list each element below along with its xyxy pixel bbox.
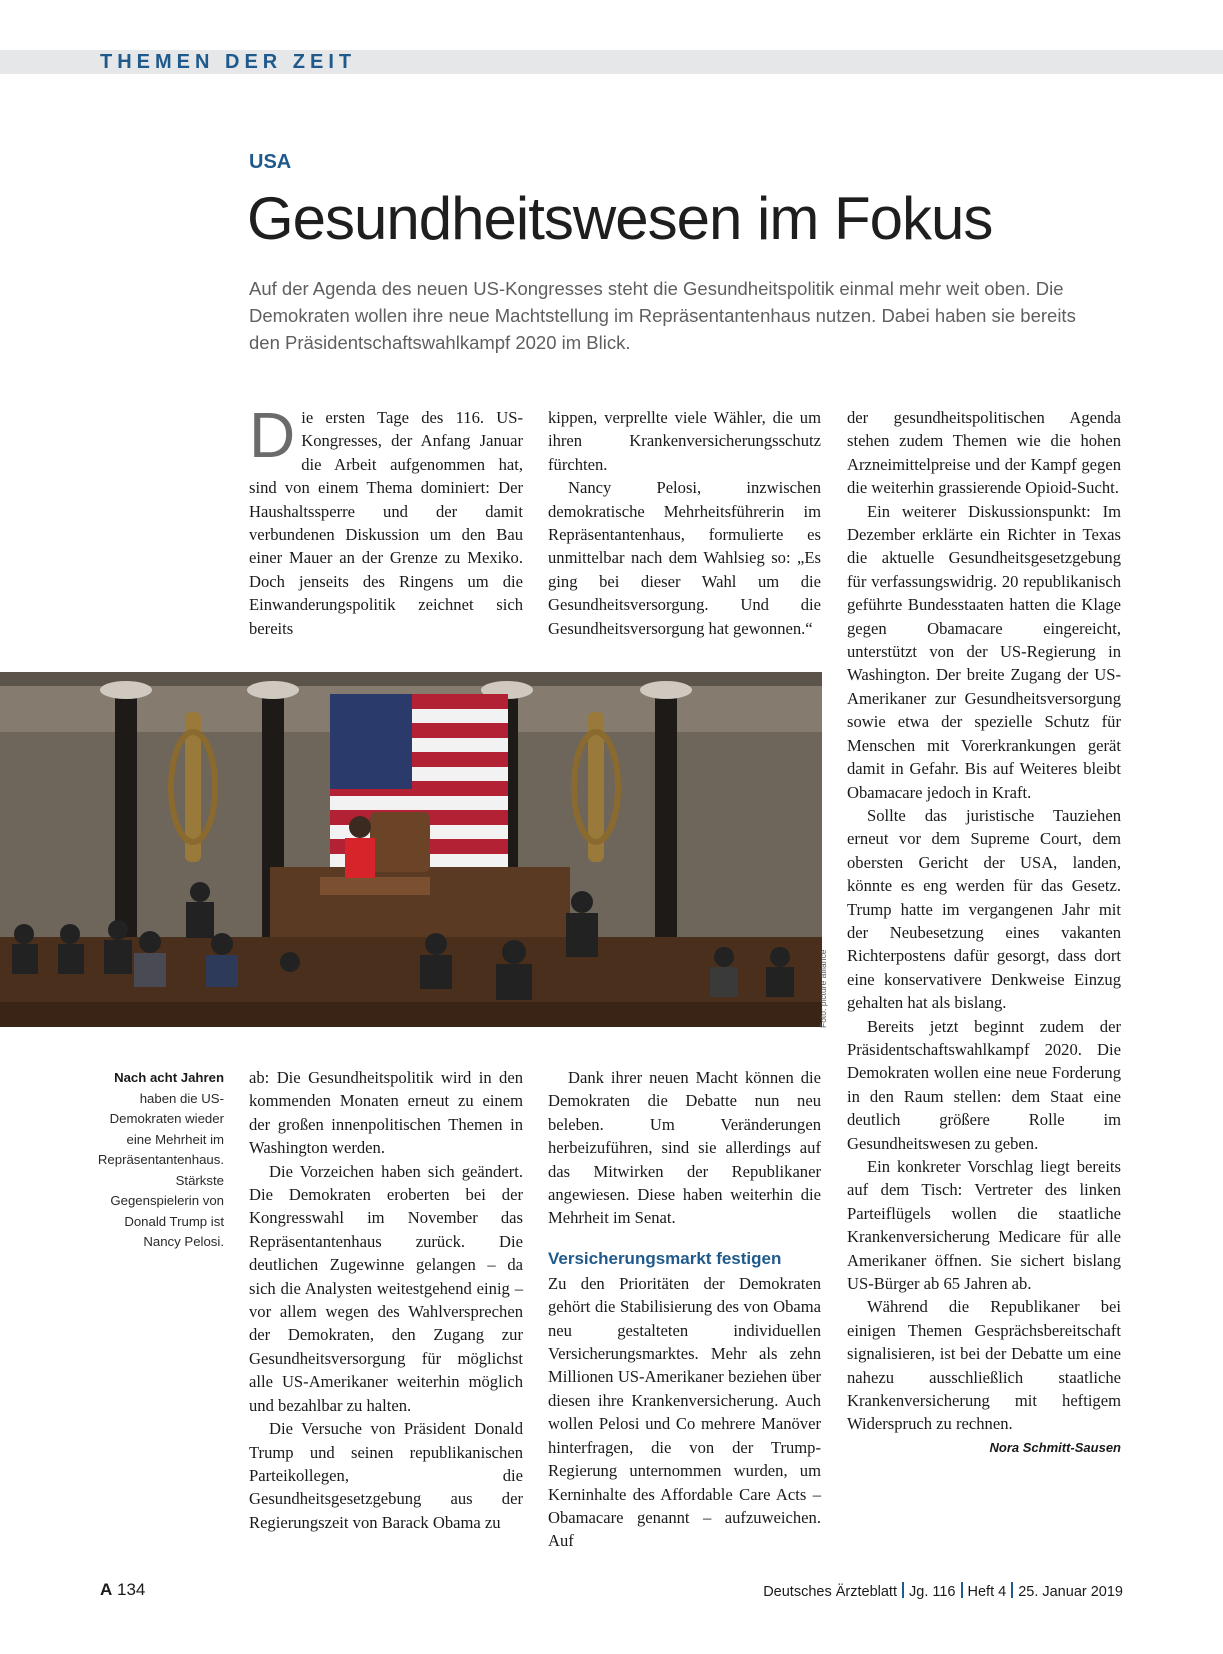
separator <box>961 1582 963 1598</box>
photo-column <box>655 692 677 952</box>
article-title: Gesundheitswesen im Fokus <box>247 185 993 252</box>
paragraph <box>847 1295 1121 1455</box>
paragraph: Die Vorzeichen haben sich geändert. Die Demokraten eroberten bei der Kongresswahl im November das Repräsentantenhaus zurück. Die deutlichen Zugewinne gelangen – da sich die Analysten weitestgehend einig – vor allem wegen des Wahlversprechen der Demokraten, den Zugang zur Gesundheitsversorgung für möglichst alle US-Amerikaner weiterhin möglich und bezahlbar zu halten. <box>249 1161 523 1415</box>
caption-lead: Nach acht Jahren <box>114 1070 224 1085</box>
photo-caption <box>92 1068 224 1253</box>
photo-chair <box>370 812 430 872</box>
subheading: Versicherungsmarkt festigen <box>548 1248 782 1268</box>
top-column-1 <box>249 399 523 640</box>
paragraph: Zu den Prioritäten der Demokraten gehört die Stabilisierung des von Obama neu gestalteten individuellen Versicherungsmarktes. Mehr als zehn Millionen US-Amerikaner beziehen über diesen ihre Krankenversicherung. Auch wollen Pelosi und Co mehrere Manöver hinterfragen, die von der Trump-Regierung unternommen wurden, um Kerninhalte des Affordable Care Acts – Obamacare genannt – aufzuweichen. Auf <box>548 1273 821 1551</box>
drop-cap: D <box>249 399 296 471</box>
paragraph: Dank ihrer neuen Macht können die Demokraten die Debatte nun neu beleben. Um Veränderungen herbeizuführen, sind sie allerdings auf das Mitwirken der Republikaner angewiesen. Diese haben weiterhin die Mehrheit im Senat. <box>548 1068 821 1228</box>
paragraph: Bereits jetzt beginnt zudem der Präsidentschaftswahlkampf 2020. Die Demokraten wollen eine neue Forderung in den Raum stellen: dem Staat eine deutlich größere Rolle im Gesundheitswesen zu geben. <box>847 1016 1121 1153</box>
column-3 <box>847 406 1121 1459</box>
page-number-value: 134 <box>117 1580 146 1599</box>
paragraph: Nancy Pelosi, inzwischen demokratische Mehrheitsführerin im Repräsentantenhaus, formulierte es unmittelbar nach dem Wahlsieg so: „Es ging bei dieser Wahl um die Gesundheitsversorgung. Und die Gesundheitsversorgung hat gewonnen.“ <box>548 478 821 638</box>
paragraph: ab: Die Gesundheitspolitik wird in den kommenden Monaten erneut zu einem der großen innenpolitischen Themen in Washington werden. <box>249 1068 523 1158</box>
footer-citation <box>763 1582 1123 1600</box>
article-lead: Auf der Agenda des neuen US-Kongresses steht die Gesundheitspolitik einmal mehr weit oben. Die Demokraten wollen ihre neue Machtstellung im Repräsentantenhaus nutzen. Dabei haben sie bereits den Präsidentschaftswahlkampf 2020 im Blick. <box>249 278 1076 353</box>
journal-name: Deutsches Ärzteblatt <box>763 1584 897 1600</box>
issue-date: 25. Januar 2019 <box>1018 1584 1123 1600</box>
paragraph: der gesundheitspolitischen Agenda stehen zudem Themen wie die hohen Arzneimittelpreise und der Kampf gegen die weiterhin grassierende Opioid-Sucht. <box>847 408 1121 498</box>
page-prefix: A <box>100 1580 113 1599</box>
issue: Heft 4 <box>967 1584 1007 1600</box>
caption-text: haben die US-Demokraten wieder eine Mehrheit im Repräsentantenhaus. Stärkste Gegenspielerin von Donald Trump ist Nancy Pelosi. <box>97 1090 224 1249</box>
congress-photo <box>0 672 822 1027</box>
separator <box>1011 1582 1013 1598</box>
page-number <box>100 1580 145 1600</box>
photo-speaker <box>349 816 371 838</box>
photo-column <box>115 692 137 952</box>
paragraph: Sollte das juristische Tauziehen erneut vor dem Supreme Court, dem obersten Gericht der USA, landen, könnte es eng werden für das Gesetz. Trump hatte im vergangenen Jahr mit der Neubesetzung eines vakanten Richterpostens dafür gesorgt, dass dort eine konservativere Denkweise Einzug gehalten hat als bislang. <box>847 805 1121 1013</box>
paragraph: kippen, verprellte viele Wähler, die um ihren Krankenversicherungsschutz fürchten. <box>548 408 821 474</box>
top-column-2 <box>548 406 821 640</box>
bottom-column-1 <box>249 1066 523 1534</box>
bottom-column-2 <box>548 1066 821 1553</box>
intro-paragraph <box>249 399 523 640</box>
separator <box>902 1582 904 1598</box>
paragraph: Ein weiterer Diskussionspunkt: Im Dezember erklärte ein Richter in Texas die aktuelle Gesundheitsgesetzgebung für verfassungswidrig. 20 republikanisch geführte Bundesstaaten hatten die Klage gegen Obamacare eingereicht, unterstützt von der US-Regierung in Washington. Der breite Zugang der US-Amerikaner zur Gesundheitsversorgung sowie etwa der spezielle Schutz für Menschen mit Vorerkrankungen gerät damit in Gefahr. Bis auf Weiteres bleibt Obamacare jedoch in Kraft. <box>847 501 1121 802</box>
paragraph: Die Versuche von Präsident Donald Trump und seinen republikanischen Parteikollegen, die Gesundheitsgesetzgebung aus der Regierungszeit von Barack Obama zu <box>249 1419 523 1532</box>
volume: Jg. 116 <box>909 1584 956 1600</box>
photo-credit: Foto: picture alliance <box>818 949 828 1028</box>
author-byline: Nora Schmitt-Sausen <box>989 1439 1121 1455</box>
intro-text: ie ersten Tage des 116. US-Kongresses, der Anfang Januar die Arbeit aufgenommen hat, sind von einem Thema dominiert: Der Haushaltssperre und der damit verbundenen Diskussion um den Bau einer Mauer an der Grenze zu Mexiko. Doch jenseits des Ringens um die Einwanderungspolitik zeichnet sich bereits <box>249 408 523 638</box>
section-label: THEMEN DER ZEIT <box>100 51 357 73</box>
paragraph: Ein konkreter Vorschlag liegt bereits auf dem Tisch: Vertreter des linken Parteiflügels wollen die staatliche Krankenversicherung Medicare für alle Amerikaner öffnen. Sie sichert bislang US-Bürger ab 65 Jahren ab. <box>847 1157 1121 1294</box>
paragraph-text: Während die Republikaner bei einigen Themen Gesprächsbereitschaft signalisieren, ist bei der Debatte um eine nahezu ausschließlich staatliche Krankenversicherung mit heftigem Widerspruch zu rechnen. <box>847 1297 1121 1434</box>
article-kicker: USA <box>249 151 292 173</box>
